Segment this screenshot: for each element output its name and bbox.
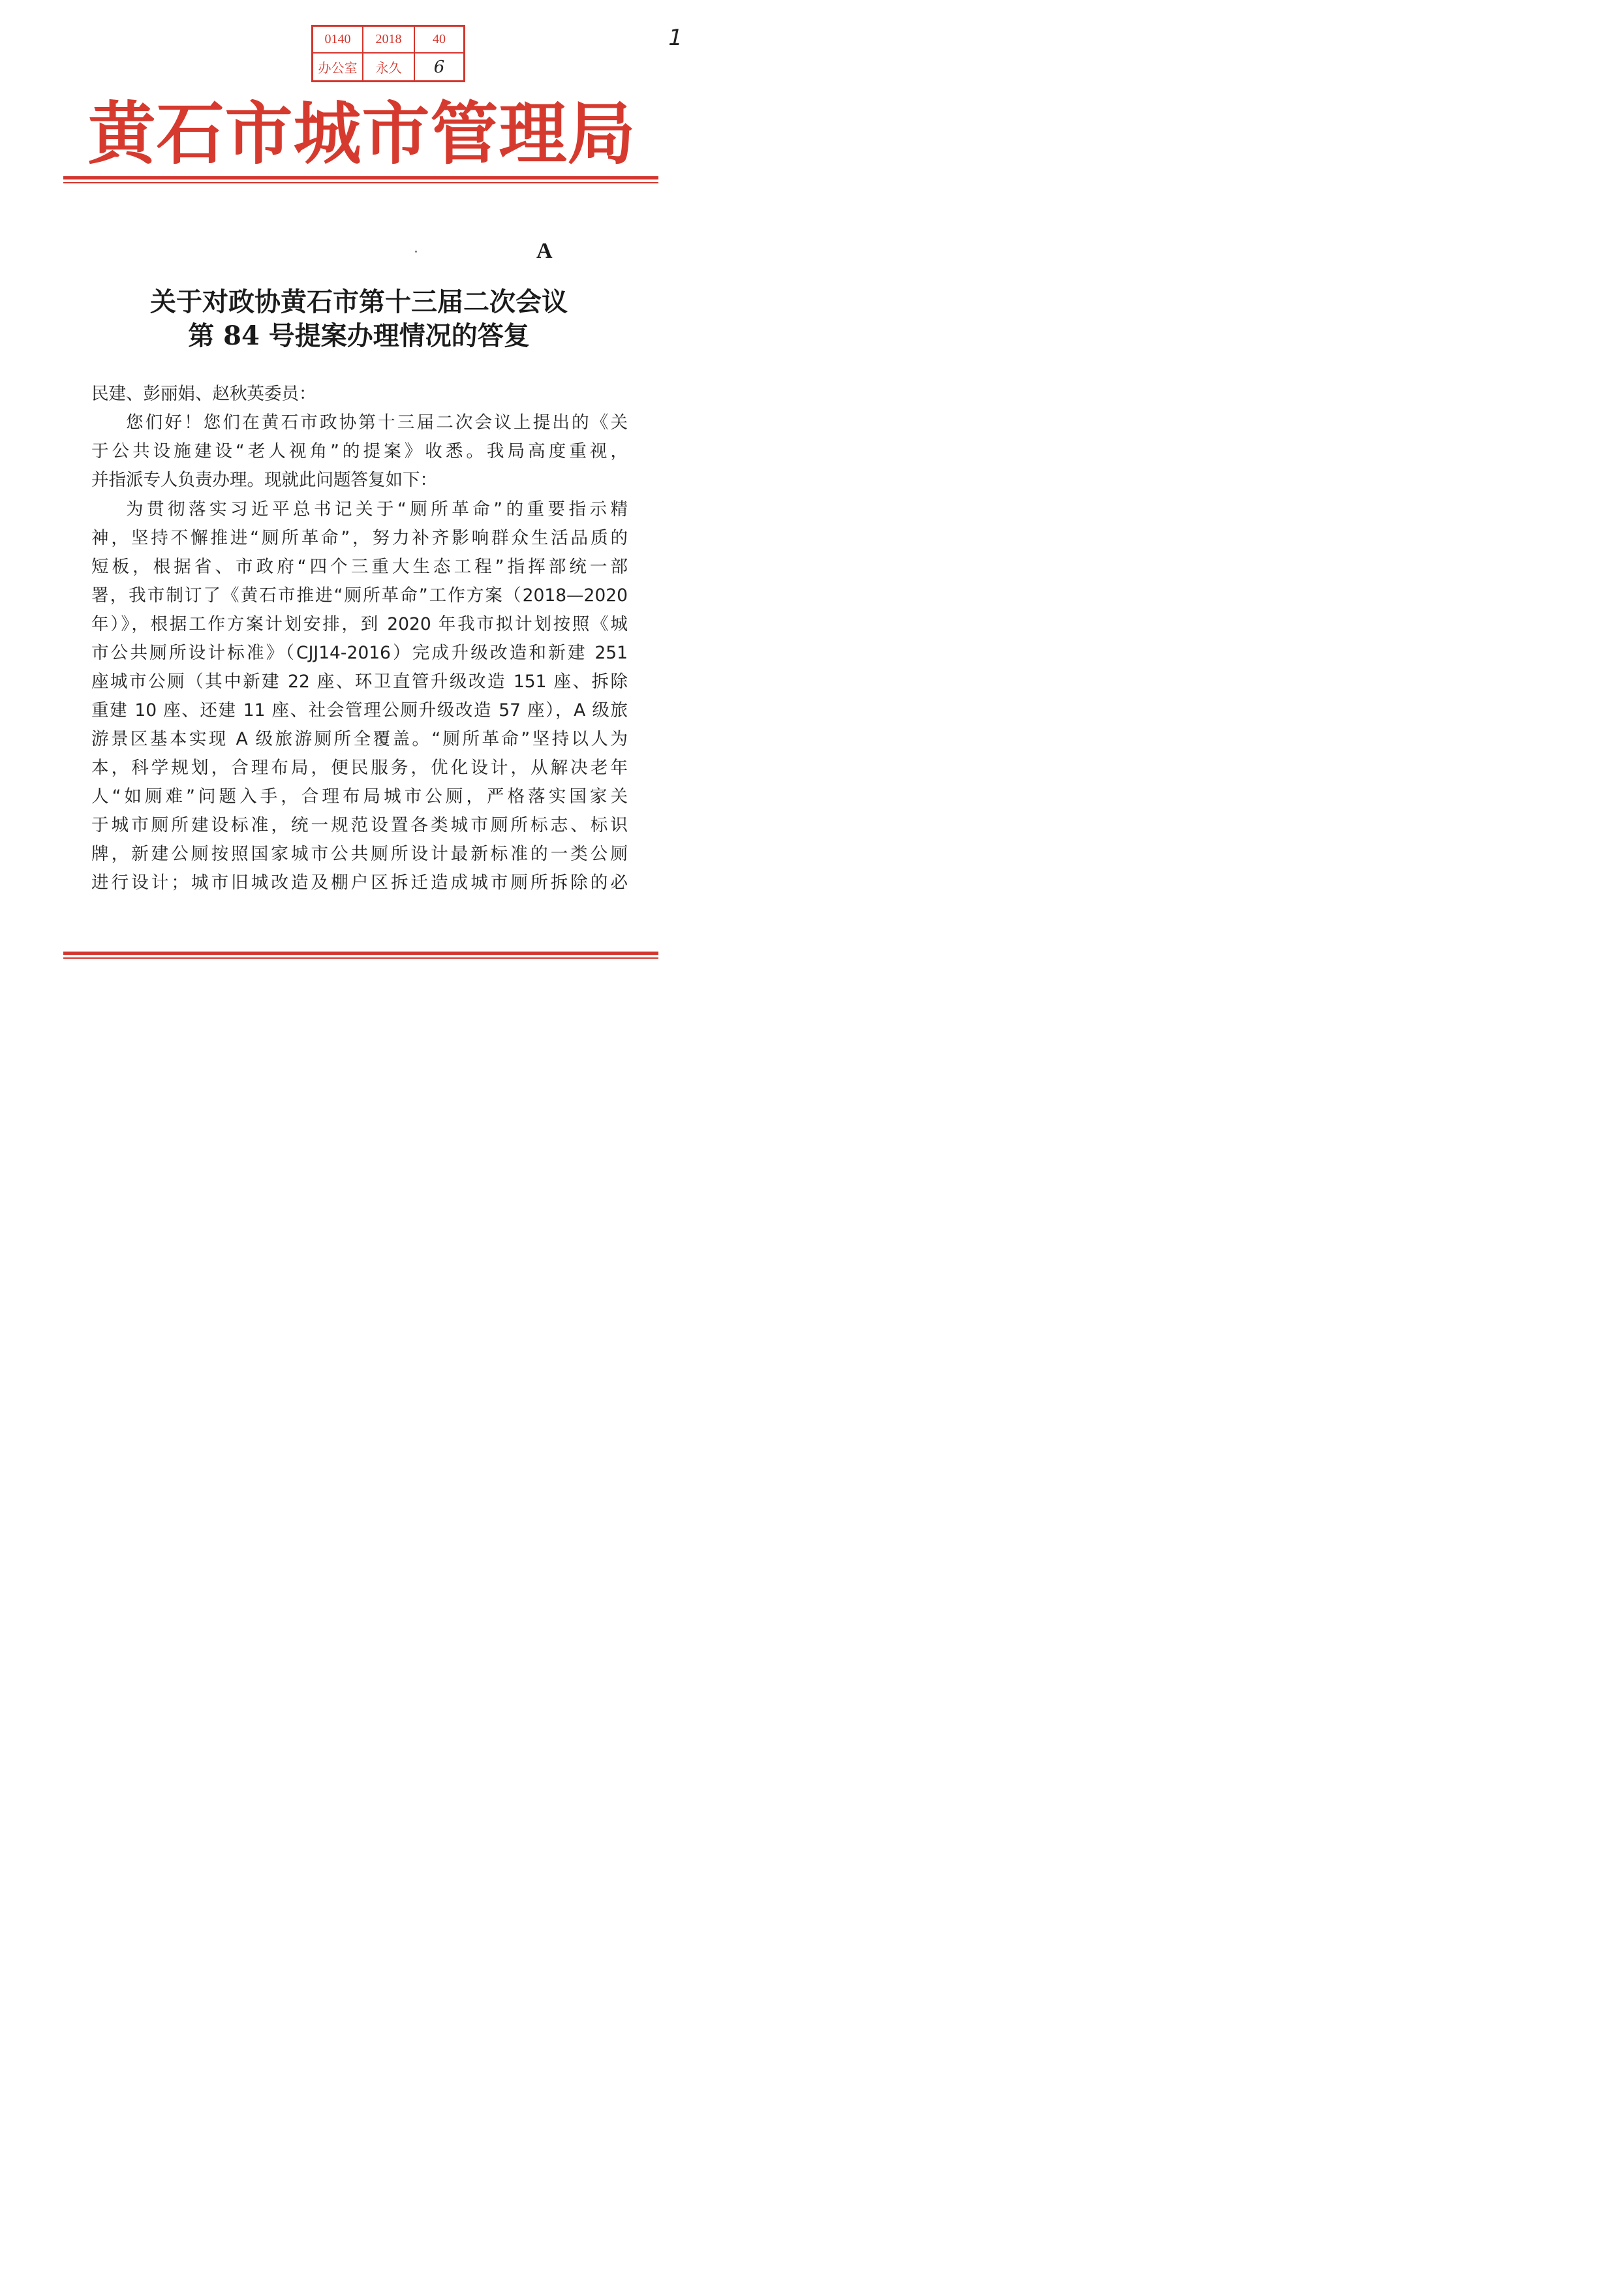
paragraph-line: 为贯彻落实习近平总书记关于“厕所革命”的重要指示精 [126,499,628,520]
paragraph-line: 于城市厕所建设标准，统一规范设置各类城市厕所标志、标识 [91,815,628,835]
paragraph-line: 进行设计；城市旧城改造及棚户区拆迁造成城市厕所拆除的必 [91,873,628,893]
paragraph-line: 牌，新建公厕按照国家城市公共厕所设计最新标准的一类公厕 [91,844,628,864]
archive-category-code: 0140 [313,27,363,54]
document-title-line-2: 第 84 号提案办理情况的答复 [188,320,530,351]
archive-year: 2018 [363,27,415,54]
paragraph-line: 市公共厕所设计标准》（CJJ14-2016）完成升级改造和新建 251 [91,643,628,663]
paragraph-line: 于公共设施建设“老人视角”的提案》收悉。我局高度重视， [91,441,628,461]
paragraph-line: 并指派专人负责办理。现就此问题答复如下： [91,470,437,490]
paragraph-line: 座城市公厕（其中新建 22 座、环卫直管升级改造 151 座、拆除 [91,672,628,692]
scan-speck [415,251,417,253]
paragraph-line: 神，坚持不懈推进“厕所革命”，努力补齐影响群众生活品质的 [91,528,628,548]
letterhead-divider [63,176,658,183]
paragraph-line: 游景区基本实现 A 级旅游厕所全覆盖。“厕所革命”坚持以人为 [91,729,628,749]
paragraph-line: 重建 10 座、还建 11 座、社会管理公厕升级改造 57 座），A 级旅 [91,700,628,721]
footer-divider [63,952,658,959]
paragraph-1 [91,409,628,495]
salutation-text: 民建、彭丽娟、赵秋英委员： [91,384,316,404]
letterhead-org-name: 黄石市城市管理局 [87,93,636,174]
paragraph-line: 您们好！您们在黄石市政协第十三届二次会议上提出的《关 [126,412,628,433]
page-number-handwritten: 1 [665,25,685,51]
salutation [91,380,628,409]
paragraph-2 [91,495,628,897]
archive-retention: 永久 [363,54,415,80]
paragraph-line: 人“如厕难”问题入手，合理布局城市公厕，严格落实国家关 [91,786,628,807]
paragraph-line: 本，科学规划，合理布局，便民服务，优化设计，从解决老年 [91,758,628,778]
paragraph-line: 年）》，根据工作方案计划安排，到 2020 年我市拟计划按照《城 [91,614,628,634]
grade-mark: A [536,239,553,263]
archive-department: 办公室 [313,54,363,80]
archive-item-number: 6 [433,57,445,77]
paragraph-line: 署，我市制订了《黄石市推进“厕所革命”工作方案（2018—2020 [91,585,628,606]
archive-volume: 40 [415,27,463,54]
document-title-line-1: 关于对政协黄石市第十三届二次会议 [150,287,568,317]
paragraph-line: 短板，根据省、市政府“四个三重大生态工程”指挥部统一部 [91,557,628,577]
archive-stamp [311,25,465,82]
